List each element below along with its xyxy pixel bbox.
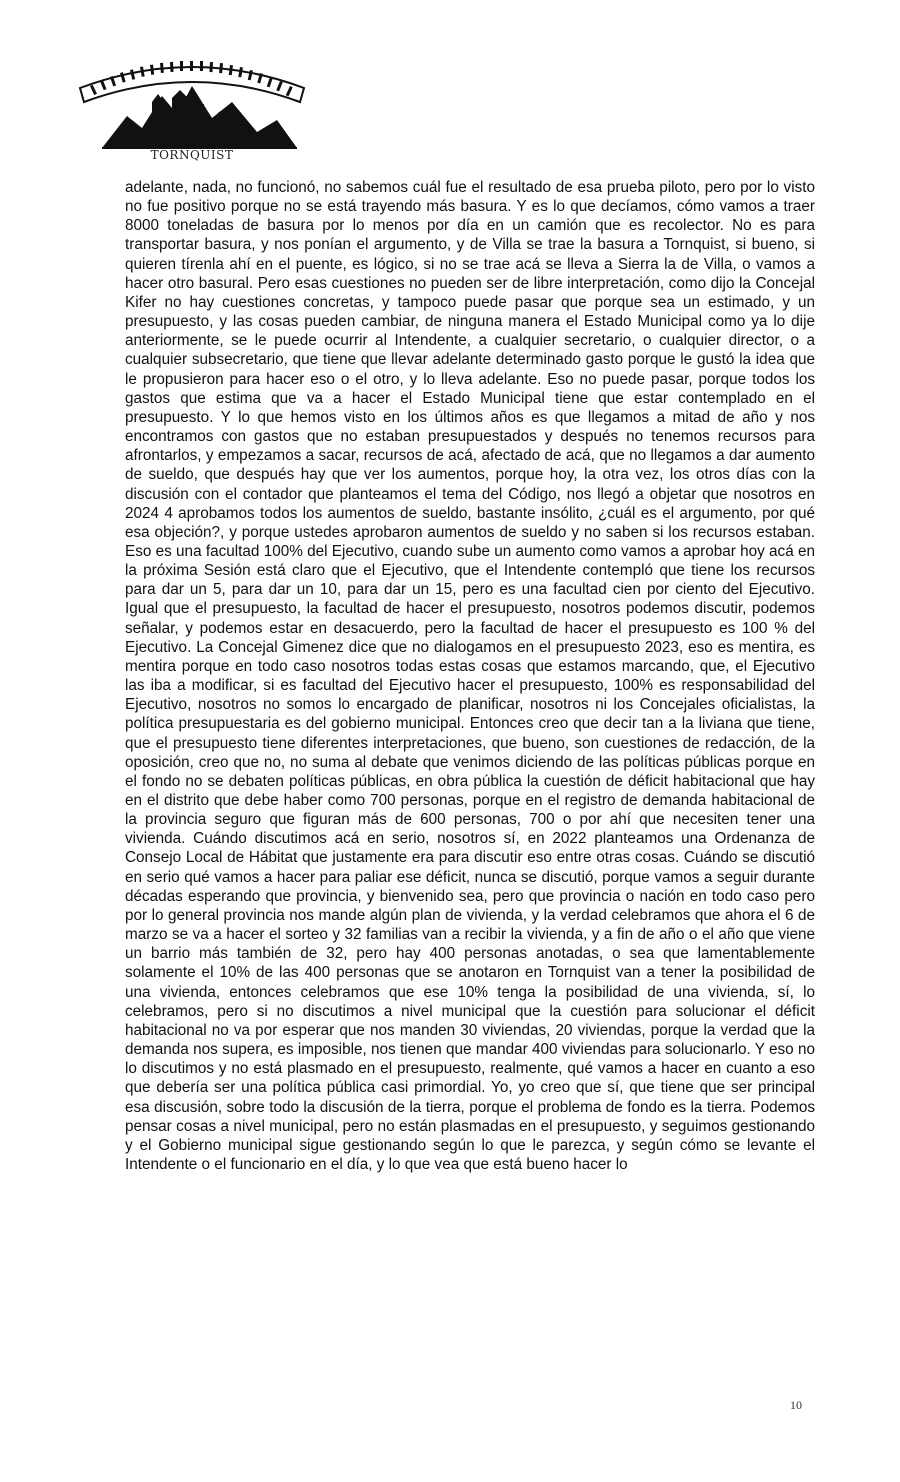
council-logo [72,36,312,166]
page-number: 10 [790,1398,802,1412]
council-logo-graphic [72,36,312,166]
transcript-paragraph: adelante, nada, no funcionó, no sabemos cuál fue el resultado de esa prueba piloto, pero por lo visto no fue positivo porque no se está trayendo más basura. Y es lo que decíamos, cómo vamos a traer 8000 toneladas de basura por lo menos por día en un camión que es recolector. No es para transportar basura, y nos ponían el argumento, y de Villa se trae la basura a Tornquist, si bueno, si quieren tírenla ahí en el puente, es lógico, si no se trae acá se lleva a Sierra la de Villa, o vamos a hacer otro basural. Pero esas cuestiones no pueden ser de libre interpretación, como dijo la Concejal Kifer no hay cuestiones concretas, y tampoco puede pasar que porque sea un estimado, y un presupuesto, y las cosas pueden cambiar, de ninguna manera el Estado Municipal como ya lo dije anteriormente, se le puede ocurrir al Intendente, a cualquier secretario, o cualquier director, o a cualquier subsecretario, que tiene que llevar adelante determinado gasto porque le gustó la idea que le propusieron para hacer eso o el otro, y lo lleva adelante. Eso no puede pasar, porque todos los gastos que estima que va a hacer el Estado Municipal tiene que estar contemplado en el presupuesto. Y lo que hemos visto en los últimos años es que llegamos a mitad de año y nos encontramos con gastos que no estaban presupuestados y después no tenemos recursos para afrontarlos, y empezamos a sacar, recursos de acá, afectado de acá, que no llegamos a dar aumento de sueldo, que después hay que ver los aumentos, porque hoy, la otra vez, los otros días con la discusión con el contador que planteamos el tema del Código, nos llegó a objetar que nosotros en 2024 4 aprobamos todos los aumentos de sueldo, bastante insólito, ¿cuál es el argumento, por qué esa objeción?, y porque ustedes aprobaron aumentos de sueldo y no saben si los recursos estaban. Eso es una facultad 100% del Ejecutivo, cuando sube un aumento como vamos a aprobar hoy acá en la próxima Sesión está claro que el Ejecutivo, que el Intendente contempló que tiene los recursos para dar un 5, para dar un 10, para dar un 15, pero es una facultad cien por ciento del Ejecutivo. Igual que el presupuesto, la facultad de hacer el presupuesto, nosotros podemos discutir, podemos señalar, y podemos estar en desacuerdo, pero la facultad de hacer el presupuesto es 100 % del Ejecutivo. La Concejal Gimenez dice que no dialogamos en el presupuesto 2023, eso es mentira, es mentira porque en todo caso nosotros todas estas cosas que estamos marcando, que, el Ejecutivo las iba a modificar, si es facultad del Ejecutivo hacer el presupuesto, 100% es responsabilidad del Ejecutivo, nosotros no somos lo encargado de planificar, nosotros ni los Concejales oficialistas, la política presupuestaria es del gobierno municipal. Entonces creo que decir tan a la liviana que tiene, que el presupuesto tiene diferentes interpretaciones, que bueno, son cuestiones de redacción, de la oposición, creo que no, no suma al debate que venimos diciendo de las políticas públicas porque en el fondo no se debaten políticas públicas, en obra pública la cuestión de déficit habitacional que hay en el distrito que debe haber como 700 personas, porque en el registro de demanda habitacional de la provincia seguro que figuran más de 600 personas, 700 o por ahí que necesiten tener una vivienda. Cuándo discutimos acá en serio, nosotros sí, en 2022 planteamos una Ordenanza de Consejo Local de Hábitat que justamente era para discutir eso entre otras cosas. Cuándo se discutió en serio qué vamos a hacer para paliar ese déficit, nunca se discutió, porque vamos a seguir durante décadas esperando que provincia, y bienvenido sea, pero que provincia o nación en todo caso pero por lo general provincia nos mande algún plan de vivienda, y la verdad celebramos que ahora el 6 de marzo se va a hacer el sorteo y 32 familias van a recibir la vivienda, y a fin de año o el año que viene un barrio más también de 32, pero hay 400 personas anotadas, o sea que lamentablemente solamente el 10% de las 400 personas que se anotaron en Tornquist van a tener la posibilidad de una vivienda, entonces celebramos que ese 10% tenga la posibilidad de una vivienda, sí, lo celebramos, pero si no discutimos a nivel municipal que la cuestión para solucionar el déficit habitacional no va por esperar que nos manden 30 viviendas, 20 viviendas, porque la verdad que la demanda nos supera, es imposible, nos tienen que mandar 400 viviendas para solucionarlo. Y eso no lo discutimos y no está plasmado en el presupuesto, realmente, qué vamos a hacer en cuanto a eso que debería ser una política pública casi primordial. Yo, yo creo que sí, que tiene que ser principal esa discusión, sobre todo la discusión de la tierra, porque el problema de fondo es la tierra. Podemos pensar cosas a nivel municipal, pero no están plasmadas en el presupuesto, y seguimos gestionando y el Gobierno municipal sigue gestionando según lo que le parezca, y según cómo se levante el Intendente o el funcionario en el día, y lo que vea que está bueno hacer lo [125,179,815,1173]
logo-place-name: TORNQUIST [150,148,234,162]
